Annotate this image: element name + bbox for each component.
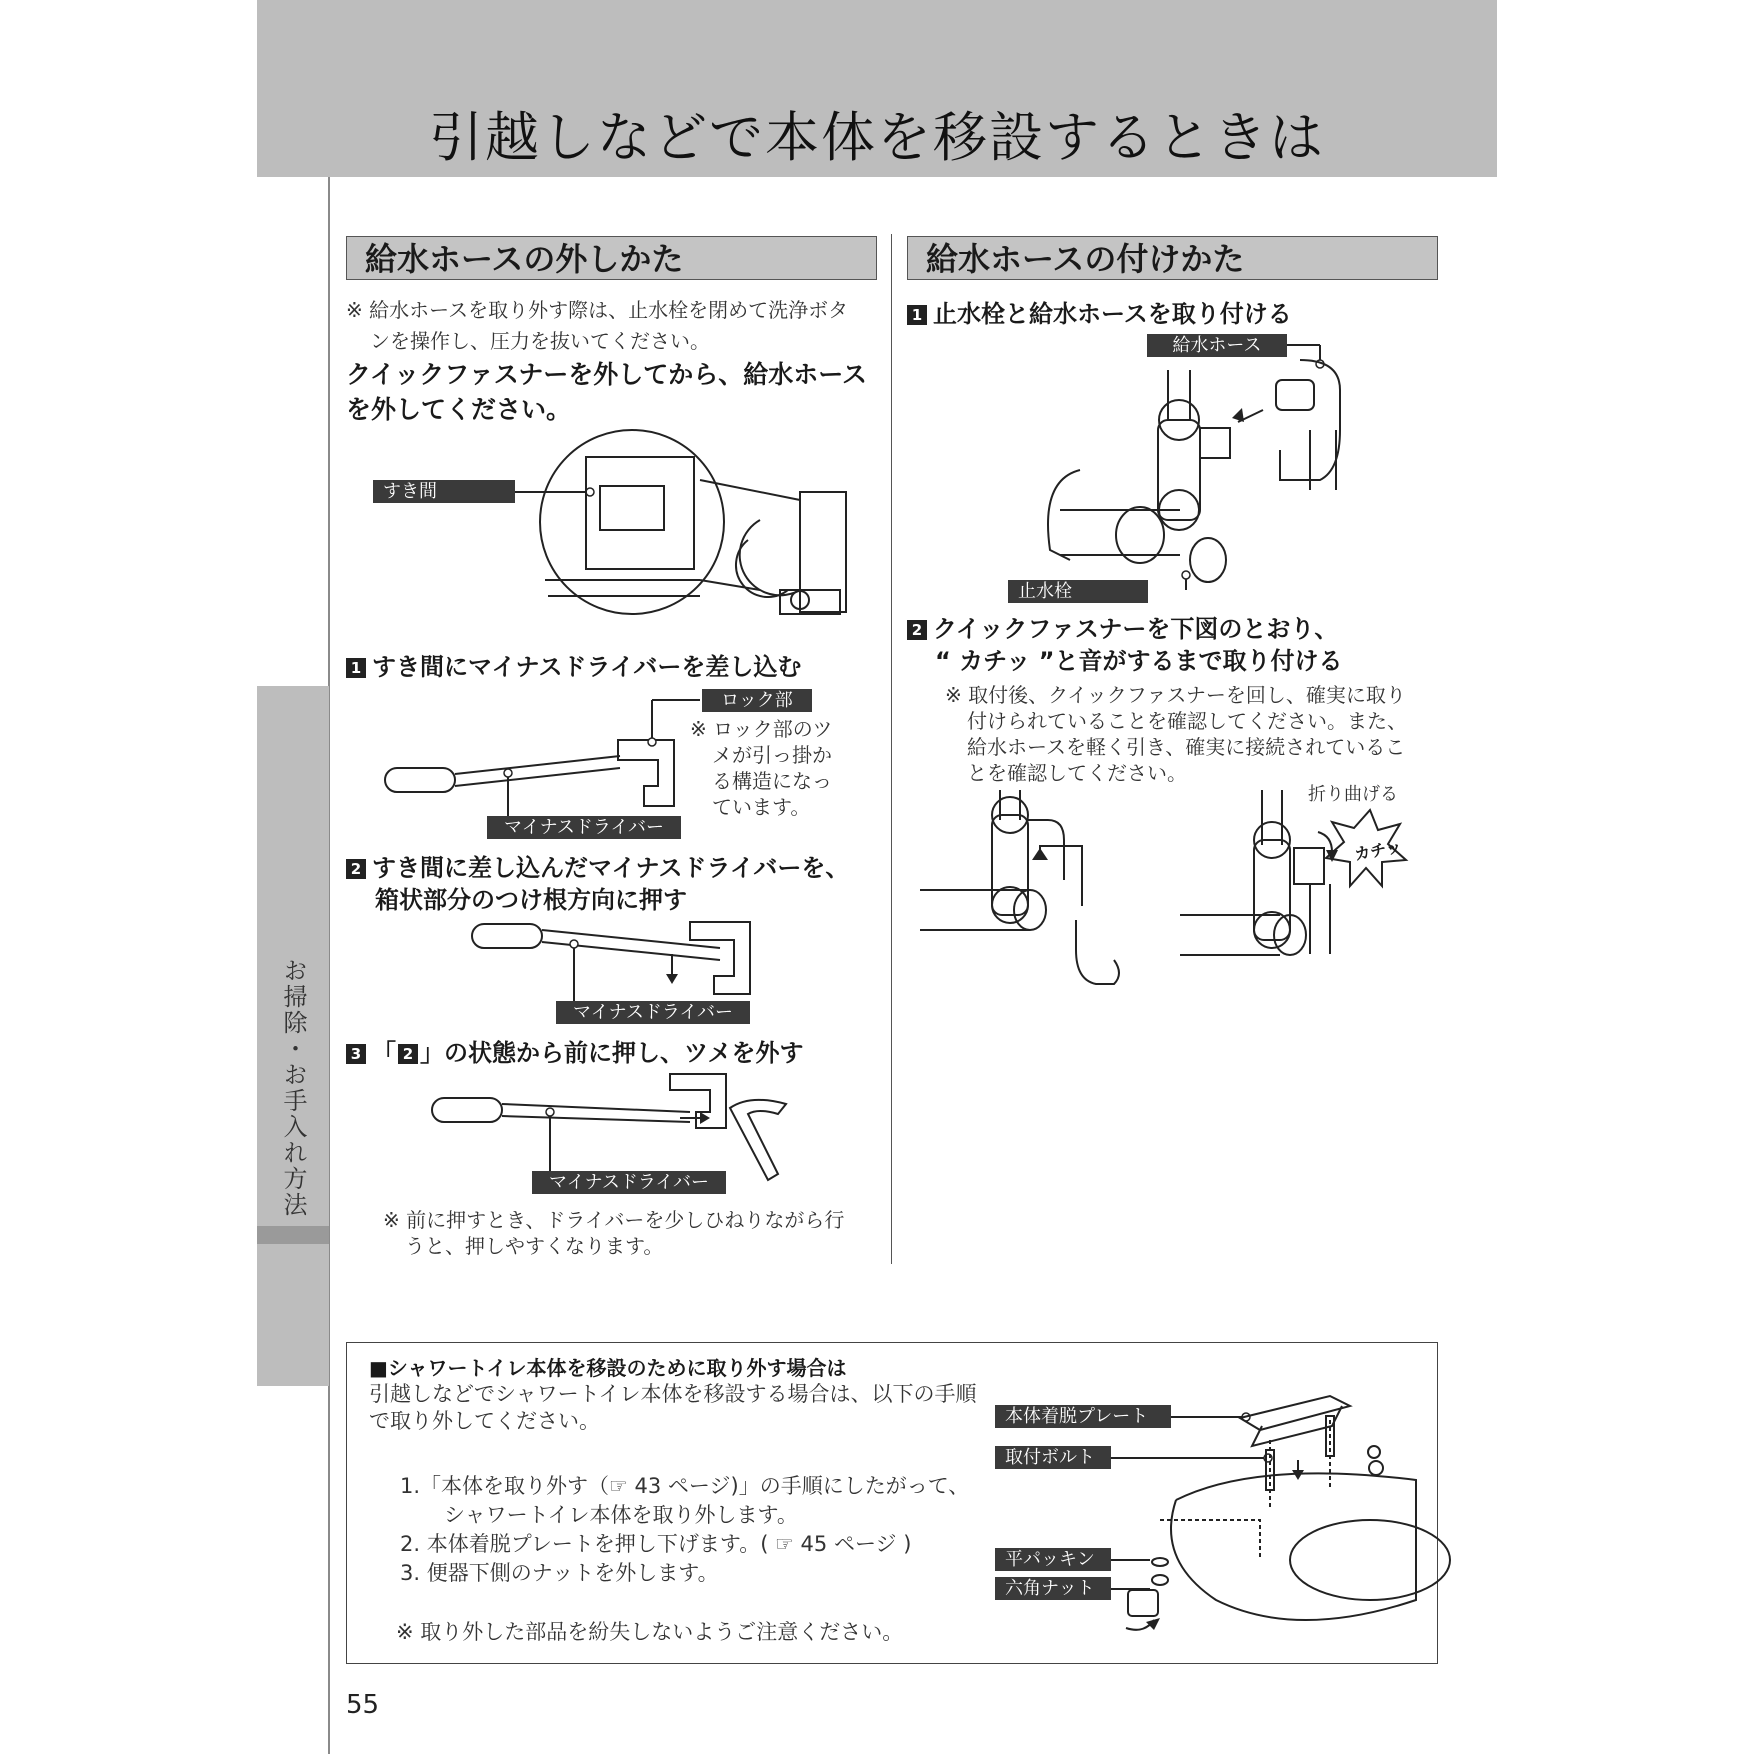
step-title-line-1: すき間に差し込んだマイナスドライバーを、 bbox=[372, 854, 850, 882]
side-tab-label: お掃除・お手入れ方法 bbox=[279, 958, 307, 1218]
attach-note-2: 付けられていることを確認してください。また、 bbox=[967, 709, 1407, 733]
label-lock: ロック部 bbox=[702, 689, 812, 712]
step-title: すき間にマイナスドライバーを差し込む bbox=[372, 653, 802, 681]
step-title-line-1: クイックファスナーを下図のとおり、 bbox=[933, 615, 1339, 643]
attach-note-3: 給水ホースを軽く引き、確実に接続されているこ bbox=[967, 735, 1406, 759]
remove-step-2-line-2: 箱状部分のつけ根方向に押す bbox=[375, 886, 687, 914]
remove-instruction-line-1: クイックファスナーを外してから、給水ホース bbox=[346, 360, 868, 389]
step-number: 3 bbox=[346, 1044, 366, 1064]
lock-note-2: メが引っ掛か bbox=[712, 743, 832, 767]
section-heading-remove: 給水ホースの外しかた bbox=[346, 236, 877, 280]
label-plate: 本体着脱プレート bbox=[995, 1405, 1171, 1428]
section-heading-attach: 給水ホースの付けかた bbox=[907, 236, 1438, 280]
remove-note-line-1: ※ 給水ホースを取り外す際は、止水栓を閉めて洗浄ボタ bbox=[346, 298, 849, 322]
step-number: 1 bbox=[907, 305, 927, 325]
box-step-1: 1.「本体を取り外す（☞ 43 ページ)」の手順にしたがって、 bbox=[400, 1474, 970, 1498]
remove-note-line-2: ンを操作し、圧力を抜いてください。 bbox=[370, 329, 710, 353]
label-gap: すき間 bbox=[373, 480, 515, 503]
step-title: 」の状態から前に押し、ツメを外す bbox=[420, 1039, 804, 1067]
page-number: 55 bbox=[346, 1690, 380, 1720]
label-valve: 止水栓 bbox=[1008, 580, 1148, 603]
step-number: 2 bbox=[907, 620, 927, 640]
label-driver-1: マイナスドライバー bbox=[487, 816, 681, 839]
label-click: カチッ bbox=[1352, 837, 1403, 864]
label-packing: 平パッキン bbox=[995, 1548, 1111, 1571]
attach-note-1: ※ 取付後、クイックファスナーを回し、確実に取り bbox=[945, 683, 1406, 707]
page-title: 引越しなどで本体を移設するときは bbox=[429, 106, 1325, 169]
step-number: 2 bbox=[346, 859, 366, 879]
remove-instruction-line-2: を外してください。 bbox=[346, 395, 572, 424]
box-step-2: 2. 本体着脱プレートを押し下げます。( ☞ 45 ページ ) bbox=[400, 1532, 912, 1556]
label-driver-2: マイナスドライバー bbox=[556, 1001, 750, 1024]
push-note-line-1: ※ 前に押すとき、ドライバーを少しひねりながら行 bbox=[383, 1208, 845, 1232]
lock-note-1: ※ ロック部のツ bbox=[690, 717, 833, 741]
push-note-line-2: うと、押しやすくなります。 bbox=[405, 1234, 664, 1258]
step-title-prefix: 「 bbox=[372, 1039, 396, 1067]
box-intro-line-1: 引越しなどでシャワートイレ本体を移設する場合は、以下の手順 bbox=[369, 1382, 977, 1406]
lock-note-3: る構造になっ bbox=[712, 769, 832, 793]
label-hose: 給水ホース bbox=[1147, 334, 1287, 357]
label-bolt: 取付ボルト bbox=[995, 1446, 1111, 1469]
step-number: 1 bbox=[346, 658, 366, 678]
attach-note-4: とを確認してください。 bbox=[967, 761, 1187, 785]
box-title: ■シャワートイレ本体を移設のために取り外す場合は bbox=[369, 1356, 847, 1380]
box-note: ※ 取り外した部品を紛失しないようご注意ください。 bbox=[396, 1620, 904, 1644]
label-nut: 六角ナット bbox=[995, 1577, 1111, 1600]
step-title: 止水栓と給水ホースを取り付ける bbox=[933, 300, 1292, 328]
attach-step-2-line-2: “ カチッ ”と音がするまで取り付ける bbox=[935, 647, 1343, 675]
box-intro-line-2: で取り外してください。 bbox=[369, 1409, 600, 1433]
lock-note-4: ています。 bbox=[712, 795, 811, 819]
step-ref-number: 2 bbox=[398, 1044, 418, 1064]
label-bend: 折り曲げる bbox=[1308, 784, 1398, 805]
box-step-1-cont: シャワートイレ本体を取り外します。 bbox=[444, 1503, 798, 1527]
label-driver-3: マイナスドライバー bbox=[532, 1171, 726, 1194]
box-step-3: 3. 便器下側のナットを外します。 bbox=[400, 1561, 719, 1585]
